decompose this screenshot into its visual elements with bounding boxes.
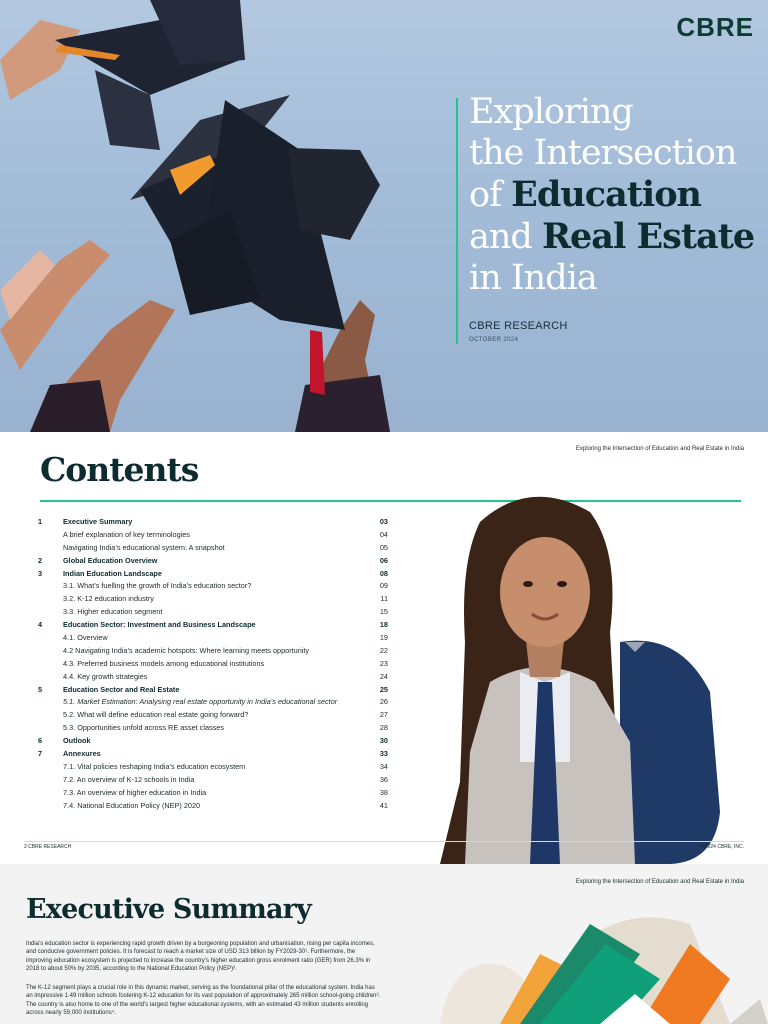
toc-entry[interactable] — [38, 709, 388, 722]
toc-entry-label: Education Sector and Real Estate — [63, 684, 180, 694]
toc-page-number: 36 — [379, 774, 388, 784]
toc-page-number: 04 — [379, 529, 388, 539]
research-label: CBRE RESEARCH — [469, 320, 568, 332]
toc-entry[interactable] — [38, 555, 388, 568]
toc-section-number: 2 — [38, 555, 43, 565]
toc-page-number: 41 — [379, 800, 388, 810]
toc-page-number: 22 — [379, 645, 388, 655]
title-line-2: the Intersection — [469, 133, 737, 173]
toc-entry-label: Outlook — [63, 736, 91, 746]
contents-page — [0, 432, 768, 864]
toc-entry-label: 5.3. Opportunities unfold across RE asset classes — [63, 723, 225, 733]
executive-summary-page — [0, 864, 768, 1024]
toc-section-number: 5 — [38, 684, 43, 694]
toc-entry[interactable] — [38, 748, 388, 761]
toc-entry-label: 7.1. Vital policies reshaping India’s education ecosystem — [63, 761, 246, 771]
toc-entry-label: Global Education Overview — [63, 555, 158, 565]
toc-entry[interactable] — [38, 580, 388, 593]
toc-entry-label: 5.2. What will define education real estate going forward? — [63, 710, 249, 720]
toc-entry-label: Education Sector: Investment and Business Landscape — [63, 620, 256, 630]
toc-entry-label: Navigating India’s educational system: A snapshot — [63, 542, 225, 552]
toc-page-number: 15 — [379, 607, 388, 617]
toc-entry-label: 5.1. Market Estimation: Analysing real estate opportunity in India’s educational sector — [63, 697, 338, 707]
toc-entry[interactable] — [38, 632, 388, 645]
toc-page-number: 38 — [379, 787, 388, 797]
graduation-caps-photo — [0, 0, 420, 432]
footer-rule — [24, 841, 744, 842]
toc-entry-label: 3.1. What’s fuelling the growth of India’s education sector? — [63, 581, 252, 591]
toc-page-number: 08 — [379, 568, 388, 578]
title-accent-rule — [456, 98, 458, 344]
cover-title — [469, 92, 759, 299]
toc-entry-label: 3.3. Higher education segment — [63, 607, 163, 617]
toc-entry[interactable] — [38, 722, 388, 735]
toc-entry-label: A brief explanation of key terminologies — [63, 529, 190, 539]
toc-entry[interactable] — [38, 671, 388, 684]
toc-entry-label: 7.2. An overview of K-12 schools in India — [63, 774, 195, 784]
toc-entry-label: 4.3. Preferred business models among educational institutions — [63, 658, 265, 668]
toc-entry[interactable] — [38, 658, 388, 671]
toc-entry[interactable] — [38, 516, 388, 529]
toc-entry[interactable] — [38, 774, 388, 787]
toc-section-number: 3 — [38, 568, 43, 578]
summary-paragraph-2: The K-12 segment plays a crucial role in this dynamic market, serving as the foundational pillar of the educational system. India has an impressive 1.49 million schools fostering K-12 education for its vast population of approximately 265 million school-going children³. The country is also home to one of the world’s largest higher educational systems, with an estimated 43 million students enrolling across nearly 59,000 institutions⁴. — [26, 985, 381, 1016]
toc-entry[interactable] — [38, 645, 388, 658]
page-footer-left: 2 CBRE RESEARCH — [24, 844, 72, 850]
toc-page-number: 34 — [379, 761, 388, 771]
toc-entry-label: 3.2. K-12 education industry — [63, 594, 154, 604]
toc-entry[interactable] — [38, 529, 388, 542]
toc-entry-label: 4.4. Key growth strategies — [63, 671, 148, 681]
title-education: Education — [511, 174, 701, 215]
toc-entry[interactable] — [38, 761, 388, 774]
summary-paragraph-1: India’s education sector is experiencing rapid growth driven by a burgeoning population and urbanisation, rising per capita incomes, and conducive government policies. It is forecast to reach a market size of USD 313 billion by FY2029-30¹. Furthermore, the improving education ecosystem is projected to increase the country’s higher education gross enrolment ratio (GER) from 26.3% in 2018 to about 50% by 2035, according to the National Education Policy (NEP)². — [26, 941, 375, 972]
toc-entry-label: Annexures — [63, 749, 101, 759]
toc-page-number: 05 — [379, 542, 388, 552]
toc-page-number: 19 — [379, 633, 388, 643]
toc-entry[interactable] — [38, 696, 388, 709]
toc-entry[interactable] — [38, 684, 388, 697]
toc-page-number: 06 — [379, 555, 388, 565]
toc-entry[interactable] — [38, 568, 388, 581]
running-header: Exploring the Intersection of Education and Real Estate in India — [575, 446, 744, 452]
table-of-contents — [38, 516, 388, 812]
toc-page-number: 26 — [379, 697, 388, 707]
executive-summary-title: Executive Summary — [26, 894, 311, 925]
toc-page-number: 33 — [379, 749, 388, 759]
running-header: Exploring the Intersection of Education and Real Estate in India — [575, 879, 744, 885]
school-supplies-photo — [430, 884, 768, 1024]
title-line-4: and Real Estate — [469, 216, 755, 257]
toc-page-number: 09 — [379, 581, 388, 591]
title-line-3: of Education — [469, 174, 701, 215]
toc-page-number: 25 — [379, 684, 388, 694]
toc-entry[interactable] — [38, 787, 388, 800]
contents-title: Contents — [40, 450, 199, 489]
toc-page-number: 27 — [379, 710, 388, 720]
toc-entry-label: 7.3. An overview of higher education in India — [63, 787, 207, 797]
toc-entry-label: 4.1. Overview — [63, 633, 108, 643]
toc-section-number: 1 — [38, 517, 43, 526]
toc-section-number: 7 — [38, 749, 43, 759]
toc-page-number: 18 — [379, 620, 388, 630]
toc-entry[interactable] — [38, 606, 388, 619]
toc-section-number: 4 — [38, 620, 43, 630]
toc-page-number: 11 — [380, 594, 388, 604]
student-portrait-photo — [420, 482, 768, 864]
title-real-estate: Real Estate — [541, 216, 755, 257]
toc-page-number: 30 — [379, 736, 388, 746]
title-line-1: Exploring — [469, 92, 633, 132]
toc-entry[interactable] — [38, 735, 388, 748]
publication-date: OCTOBER 2024 — [469, 337, 519, 343]
title-line-5: in India — [469, 258, 597, 298]
toc-section-number: 6 — [38, 736, 43, 746]
copyright: ©2024 CBRE, INC. — [701, 844, 744, 850]
toc-entry[interactable] — [38, 542, 388, 555]
toc-entry-label: Indian Education Landscape — [63, 568, 162, 578]
toc-entry[interactable] — [38, 800, 388, 813]
toc-page-number: 03 — [379, 517, 388, 526]
toc-page-number: 23 — [379, 658, 388, 668]
cbre-logo: CBRE — [676, 12, 754, 42]
toc-entry-label: 7.4. National Education Policy (NEP) 2020 — [63, 800, 201, 810]
toc-entry-label: Executive Summary — [63, 517, 133, 526]
toc-entry[interactable] — [38, 593, 388, 606]
toc-entry[interactable] — [38, 619, 388, 632]
toc-page-number: 24 — [379, 671, 388, 681]
toc-entry-label: 4.2 Navigating India’s academic hotspots: Where learning meets opportunity — [63, 645, 310, 655]
cover-page — [0, 0, 768, 432]
toc-page-number: 28 — [379, 723, 388, 733]
